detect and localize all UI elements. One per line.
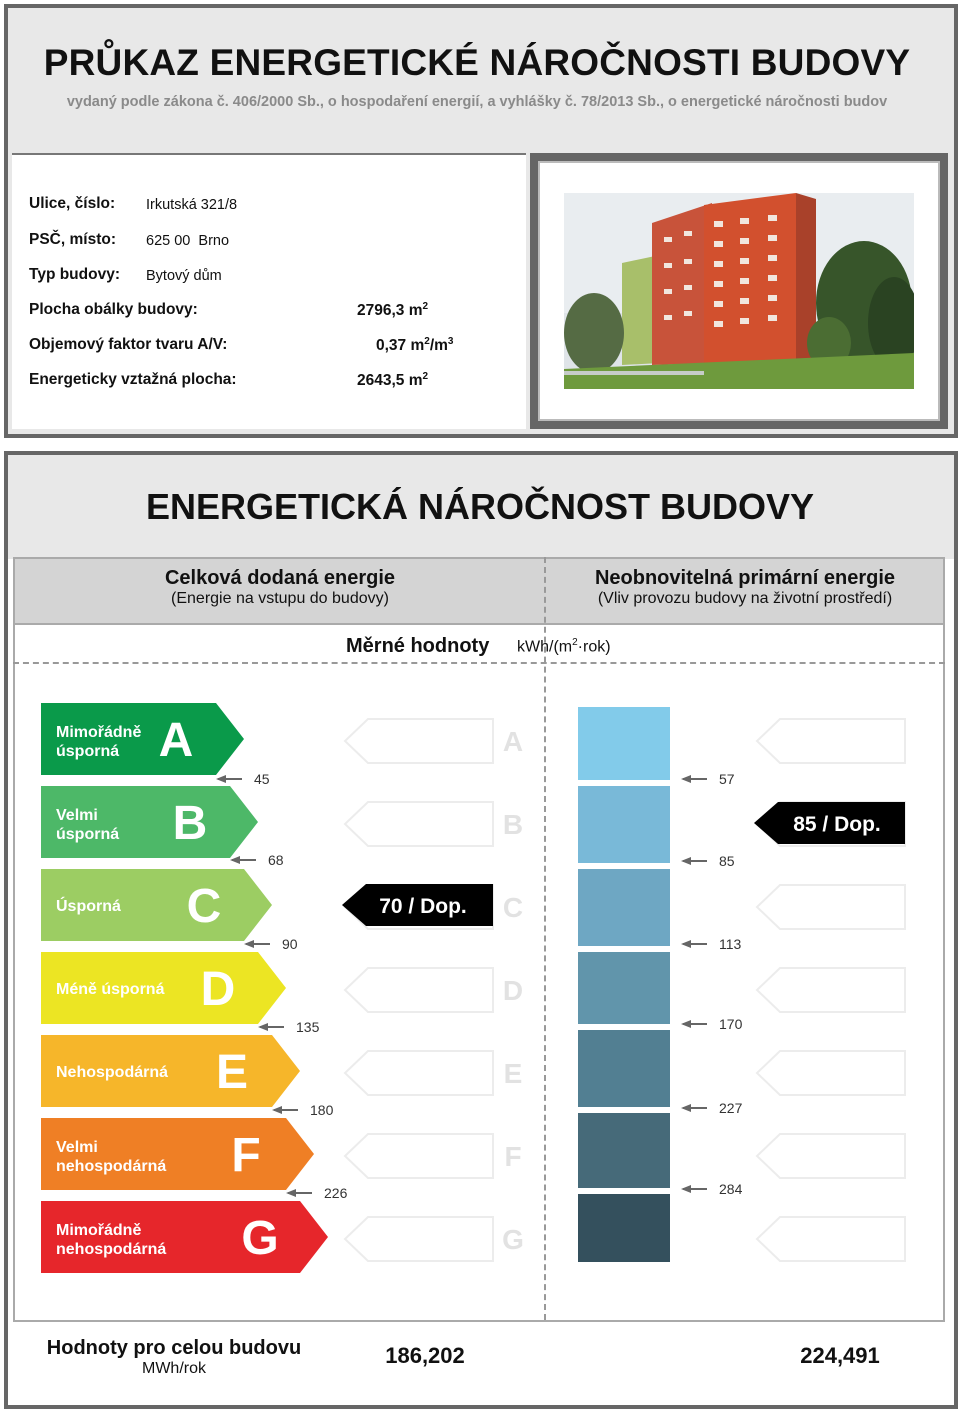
primary-marker bbox=[754, 802, 905, 844]
ghost-arrow bbox=[345, 1051, 493, 1095]
primary-bar-c bbox=[578, 869, 670, 946]
ghost-arrow bbox=[345, 1217, 493, 1261]
class-letter: E bbox=[215, 1046, 249, 1099]
class-arrow-c bbox=[41, 869, 272, 941]
primary-bar-d bbox=[578, 952, 670, 1024]
shape-factor-value: 0,37 $m^2/m^3$ bbox=[376, 336, 454, 355]
class-letter: G bbox=[241, 1212, 279, 1265]
ghost-arrow bbox=[345, 1134, 493, 1178]
class-label-line2: úsporná bbox=[56, 826, 120, 843]
ghost-arrow bbox=[345, 968, 493, 1012]
class-arrow-f bbox=[41, 1118, 314, 1190]
total-delivered-energy: 186,202 bbox=[385, 1343, 465, 1368]
delivered-marker-label: 70 / Dop. bbox=[379, 895, 467, 918]
delivered-energy-title: Celková dodaná energie bbox=[164, 567, 396, 589]
specific-values-label: Měrné hodnoty bbox=[346, 635, 490, 657]
delivered-tick-6 bbox=[286, 1185, 348, 1201]
delivered-tick-1 bbox=[216, 771, 270, 787]
street-value: Irkutská 321/8 bbox=[146, 197, 238, 213]
class-arrow-a bbox=[41, 703, 244, 775]
tick-arrowhead bbox=[681, 1020, 691, 1028]
ghost-arrow bbox=[757, 1051, 905, 1095]
tick-label: 45 bbox=[254, 771, 270, 787]
ghost-arrow bbox=[757, 719, 905, 763]
class-label-line1: Mimořádně bbox=[56, 724, 142, 741]
tick-arrowhead bbox=[286, 1189, 296, 1197]
ghost-arrow bbox=[345, 719, 493, 763]
class-letter: D bbox=[200, 963, 236, 1016]
class-arrow-b bbox=[41, 786, 258, 858]
class-arrow-e bbox=[41, 1035, 300, 1107]
primary-tick-6 bbox=[681, 1181, 743, 1197]
class-label-line2: úsporná bbox=[56, 743, 120, 760]
class-arrow-d bbox=[41, 952, 286, 1024]
class-letter: A bbox=[158, 714, 194, 767]
class-label: Nehospodárná bbox=[56, 1064, 169, 1081]
class-label-line1: Mimořádně bbox=[56, 1222, 142, 1239]
street-label: Ulice, číslo: bbox=[29, 195, 116, 212]
ghost-arrow bbox=[345, 802, 493, 846]
tick-arrowhead bbox=[230, 856, 240, 864]
ghost-letter-d: D bbox=[502, 975, 524, 1006]
specific-values-unit: kWh/$(m^2\cdot rok)$ bbox=[517, 637, 611, 656]
totals-label: Hodnoty pro celou budovu bbox=[46, 1337, 302, 1359]
primary-tick-5 bbox=[681, 1100, 743, 1116]
tick-label: 90 bbox=[282, 936, 298, 952]
class-letter: C bbox=[186, 880, 222, 933]
delivered-tick-2 bbox=[230, 852, 284, 868]
tick-label: 227 bbox=[719, 1100, 743, 1116]
primary-bar-f bbox=[578, 1113, 670, 1188]
class-label: Méně úsporná bbox=[56, 981, 165, 998]
tick-label: 180 bbox=[310, 1102, 334, 1118]
primary-tick-2 bbox=[681, 853, 735, 869]
delivered-marker bbox=[342, 884, 493, 926]
delivered-energy-note: (Energie na vstupu do budovy) bbox=[171, 590, 389, 607]
class-arrows bbox=[41, 703, 328, 1273]
ghost-arrow bbox=[757, 968, 905, 1012]
tick-label: 170 bbox=[719, 1016, 743, 1032]
tick-label: 284 bbox=[719, 1181, 743, 1197]
envelope-area-label: Plocha obálky budovy: bbox=[29, 301, 198, 318]
tick-arrowhead bbox=[272, 1106, 282, 1114]
primary-bar-g bbox=[578, 1194, 670, 1262]
delivered-tick-5 bbox=[272, 1102, 334, 1118]
certificate-subtitle: vydaný podle zákona č. 406/2000 Sb., o hospodaření energií, a vyhlášky č. 78/2013 Sb., o energetické náročnosti budov bbox=[66, 94, 888, 110]
tick-arrowhead bbox=[258, 1023, 268, 1031]
city-value: 625 00 Brno bbox=[146, 233, 230, 249]
class-letter: F bbox=[231, 1129, 261, 1182]
class-label-line1: Velmi bbox=[56, 807, 98, 824]
ghost-arrow bbox=[757, 1134, 905, 1178]
ghost-letter-g: G bbox=[502, 1224, 524, 1255]
certificate-title: PRŮKAZ ENERGETICKÉ NÁROČNOSTI BUDOVY bbox=[43, 42, 911, 83]
primary-bar-e bbox=[578, 1030, 670, 1107]
tick-arrowhead bbox=[681, 1185, 691, 1193]
delivered-tick-3 bbox=[244, 936, 298, 952]
class-label-line2: nehospodárná bbox=[56, 1158, 167, 1175]
ghost-letter-a: A bbox=[502, 726, 524, 757]
tick-arrowhead bbox=[244, 940, 254, 948]
reference-area-label: Energeticky vztažná plocha: bbox=[29, 371, 237, 388]
tick-arrowhead bbox=[216, 775, 226, 783]
primary-scale-bars bbox=[578, 707, 670, 1262]
primary-tick-3 bbox=[681, 936, 742, 952]
ghost-arrow bbox=[757, 885, 905, 929]
building-type-value: Bytový dům bbox=[146, 268, 222, 284]
tick-arrowhead bbox=[681, 775, 691, 783]
tick-label: 85 bbox=[719, 853, 735, 869]
tick-label: 57 bbox=[719, 771, 735, 787]
envelope-area-value: 2796,3 $m^2$ bbox=[357, 301, 429, 320]
delivered-tick-4 bbox=[258, 1019, 320, 1035]
tick-label: 135 bbox=[296, 1019, 320, 1035]
ghost-letter-e: E bbox=[503, 1058, 523, 1089]
primary-bar-b bbox=[578, 786, 670, 863]
class-label: Úsporná bbox=[56, 898, 121, 915]
totals-unit: MWh/rok bbox=[142, 1360, 206, 1377]
primary-tick-4 bbox=[681, 1016, 743, 1032]
class-label-line1: Velmi bbox=[56, 1139, 98, 1156]
primary-marker-label: 85 / Dop. bbox=[793, 813, 881, 836]
primary-energy-title: Neobnovitelná primární energie bbox=[594, 567, 896, 589]
tick-arrowhead bbox=[681, 857, 691, 865]
ghost-arrow bbox=[757, 1217, 905, 1261]
city-label: PSČ, místo: bbox=[29, 231, 116, 248]
reference-area-value: 2643,5 $m^2$ bbox=[357, 371, 429, 390]
ghost-letter-f: F bbox=[504, 1141, 522, 1172]
building-type-label: Typ budovy: bbox=[29, 266, 120, 283]
primary-tick-1 bbox=[681, 771, 735, 787]
tick-arrowhead bbox=[681, 940, 691, 948]
ghost-letter-c: C bbox=[502, 892, 524, 923]
energy-title: ENERGETICKÁ NÁROČNOST BUDOVY bbox=[145, 486, 815, 527]
class-letter: B bbox=[172, 797, 208, 850]
primary-bar-a bbox=[578, 707, 670, 780]
class-arrow-g bbox=[41, 1201, 328, 1273]
class-label-line2: nehospodárná bbox=[56, 1241, 167, 1258]
primary-scale-ticks bbox=[681, 771, 743, 1197]
tick-label: 113 bbox=[719, 936, 742, 952]
primary-energy-note: (Vliv provozu budovy na životní prostředí) bbox=[597, 590, 893, 607]
ghost-letter-b: B bbox=[502, 809, 524, 840]
shape-factor-label: Objemový faktor tvaru A/V: bbox=[29, 336, 228, 353]
tick-label: 68 bbox=[268, 852, 284, 868]
tick-label: 226 bbox=[324, 1185, 348, 1201]
tick-arrowhead bbox=[681, 1104, 691, 1112]
total-primary-energy: 224,491 bbox=[800, 1343, 880, 1368]
